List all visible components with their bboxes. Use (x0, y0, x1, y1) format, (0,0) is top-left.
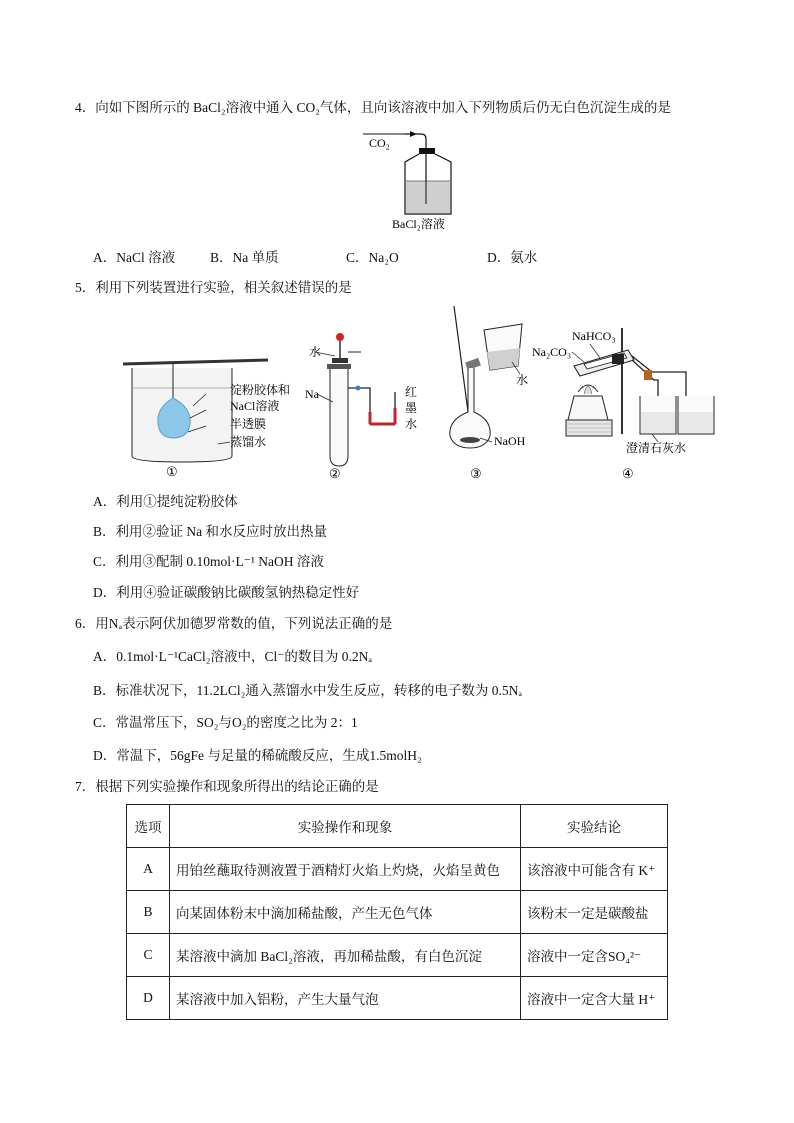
q5-fig2-sodium-water (305, 328, 440, 482)
fig1-label-nacl: NaCl溶液 (230, 399, 280, 413)
fig2-label-ink: 墨 (405, 401, 418, 415)
header-operation: 实验操作和现象 (170, 805, 521, 848)
cell-conclusion: 溶液中一定含大量 H⁺ (521, 977, 668, 1020)
q6-stem: 6．用Nₐ表示阿伏加德罗常数的值，下列说法正确的是 (75, 616, 393, 631)
fig1-label-water: 蒸馏水 (230, 435, 267, 449)
cell-conclusion: 该粉末一定是碳酸盐 (521, 891, 668, 934)
q5-fig1-dialysis (118, 352, 308, 482)
header-option: 选项 (127, 805, 170, 848)
q5-option-a: A．利用①提纯淀粉胶体 (93, 494, 238, 509)
q4-option-c: C．Na₂O (346, 250, 399, 265)
q6-option-d: D．常温下，56gFe 与足量的稀硫酸反应，生成1.5molH₂ (93, 748, 422, 763)
q4-option-b: B．Na 单质 (210, 250, 279, 265)
table-row (127, 891, 668, 934)
q6-option-a: A．0.1mol·L⁻¹CaCl₂溶液中，Cl⁻的数目为 0.2Nₐ (93, 649, 373, 664)
q5-option-d: D．利用④验证碳酸钠比碳酸氢钠热稳定性好 (93, 585, 360, 600)
fig4-number: ④ (622, 466, 634, 481)
q4-option-a: A．NaCl 溶液 (93, 250, 176, 265)
fig2-label-water: 水 (309, 345, 322, 359)
fig2-number: ② (329, 466, 341, 481)
q4-stem: 4．向如下图所示的 BaCl₂溶液中通入 CO₂气体，且向该溶液中加入下列物质后仍无白色沉淀生成的是 (75, 100, 671, 115)
q4-gas-label: CO₂ (369, 136, 390, 150)
fig3-label-water: 水 (516, 373, 529, 387)
cell-operation: 向某固体粉末中滴加稀盐酸，产生无色气体 (170, 891, 521, 934)
fig1-label-colloid: 淀粉胶体和 (230, 383, 291, 397)
q6-option-b: B．标准状况下，11.2LCl₂通入蒸馏水中发生反应，转移的电子数为 0.5Nₐ (93, 683, 523, 698)
fig2-label-na: Na (305, 387, 319, 401)
q4-figure-caption: BaCl₂溶液 (392, 217, 445, 231)
table-row (127, 848, 668, 891)
fig2-label-ink-water: 水 (405, 417, 418, 431)
cell-option: B (127, 891, 170, 934)
q4-option-d: D．氨水 (487, 250, 538, 265)
q5-option-b: B．利用②验证 Na 和水反应时放出热量 (93, 524, 327, 539)
cell-conclusion: 溶液中一定含SO₄²⁻ (521, 934, 668, 977)
q5-option-c: C．利用③配制 0.10mol·L⁻¹ NaOH 溶液 (93, 554, 324, 569)
fig3-label-naoh: NaOH (494, 434, 526, 448)
cell-operation: 某溶液中加入铝粉，产生大量气泡 (170, 977, 521, 1020)
cell-option: A (127, 848, 170, 891)
q5-fig4-thermal-stability (528, 320, 728, 482)
q7-stem: 7．根据下列实验操作和现象所得出的结论正确的是 (75, 779, 379, 794)
fig4-label-nahco3: NaHCO₃ (572, 329, 616, 343)
table-header-row (127, 805, 668, 848)
fig4-label-na2co3: Na₂CO₃ (532, 345, 572, 359)
q4-gas-bottle-figure (355, 128, 465, 233)
cell-conclusion: 该溶液中可能含有 K⁺ (521, 848, 668, 891)
q6-option-c: C．常温常压下，SO₂与O₂的密度之比为 2：1 (93, 715, 358, 730)
table-row (127, 977, 668, 1020)
table-row (127, 934, 668, 977)
fig2-label-red: 红 (405, 385, 418, 399)
cell-option: D (127, 977, 170, 1020)
cell-operation: 某溶液中滴加 BaCl₂溶液，再加稀盐酸，有白色沉淀 (170, 934, 521, 977)
cell-option: C (127, 934, 170, 977)
header-conclusion: 实验结论 (521, 805, 668, 848)
q5-stem: 5．利用下列装置进行实验，相关叙述错误的是 (75, 280, 352, 295)
fig1-number: ① (166, 464, 178, 479)
fig1-label-membrane: 半透膜 (230, 417, 267, 431)
fig3-number: ③ (470, 466, 482, 481)
q7-experiment-table (126, 804, 668, 1020)
cell-operation: 用铂丝蘸取待测液置于酒精灯火焰上灼烧，火焰呈黄色 (170, 848, 521, 891)
fig4-label-limewater: 澄清石灰水 (626, 441, 687, 455)
